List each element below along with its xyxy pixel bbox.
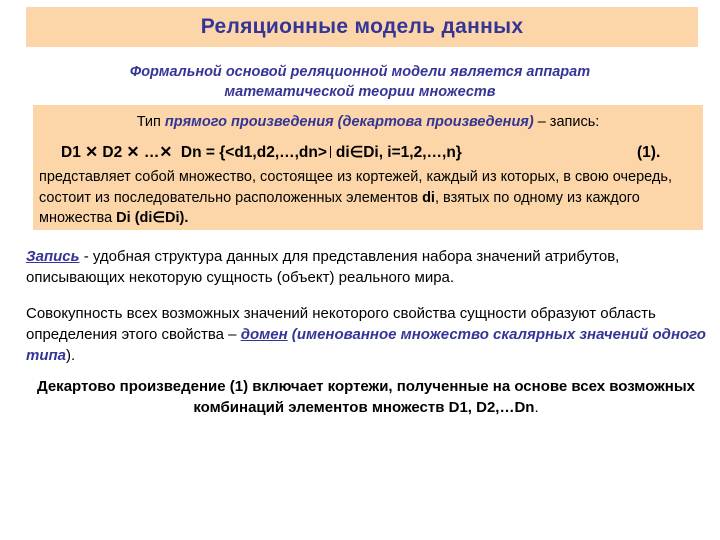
definition-suffix: – запись: <box>533 114 600 130</box>
record-paragraph <box>26 246 706 288</box>
page-title: Реляционные модель данных <box>200 15 524 38</box>
cartesian-text: Декартово произведение (1) включает кортежи, полученные на основе всех возможных комбинаций элементов множеств D1, D2,…Dn <box>36 378 696 416</box>
domain-paren-open: ( <box>287 326 297 343</box>
formula-separator <box>330 146 331 158</box>
formula-right: di∈Di, i=1,2,…,n} <box>335 144 462 161</box>
domain-text: Совокупность всех возможных значений некоторого свойства сущности образуют область определения этого свойства – <box>26 305 656 343</box>
definition-body-start: представляет собой множество, состоящее из кортежей, каждый из которых, в свою очередь, состоит из последовательно расположенных элементов <box>39 169 672 206</box>
domain-end: . <box>71 347 76 364</box>
definition-body-mid: , взятых по одному из каждого множества <box>39 189 640 226</box>
definition-body <box>39 167 699 229</box>
subtitle-line1: Формальной основой реляционной модели является аппарат <box>129 64 591 80</box>
definition-prefix: Тип <box>136 114 165 130</box>
domain-paragraph <box>26 303 706 366</box>
record-term: Запись <box>26 248 80 265</box>
definition-highlight: прямого произведения (декартова произведения) <box>164 114 534 130</box>
formula-left: D1 ✕ D2 ✕ …✕ Dn = {<d1,d2,…,dn> <box>61 144 327 161</box>
cartesian-paragraph <box>26 376 706 418</box>
definition-intro <box>33 113 703 131</box>
domain-paren-close: ) <box>66 347 72 364</box>
domain-italic: именованное множество скалярных значений одного типа <box>26 326 706 364</box>
definition-body-end: Di (di∈Di). <box>116 210 189 226</box>
domain-term: домен <box>240 326 288 343</box>
definition-body-di: di <box>422 189 435 206</box>
subtitle <box>40 62 680 102</box>
subtitle-line2: математической теории множеств <box>224 84 496 100</box>
title-bar <box>26 7 698 47</box>
definition-box <box>33 105 703 230</box>
cartesian-end: . <box>534 399 539 416</box>
cartesian-formula <box>61 143 462 163</box>
formula-number: (1). <box>637 144 661 161</box>
record-text: - удобная структура данных для представления набора значений атрибутов, описывающих некоторую сущность (объект) реального мира. <box>26 248 620 286</box>
